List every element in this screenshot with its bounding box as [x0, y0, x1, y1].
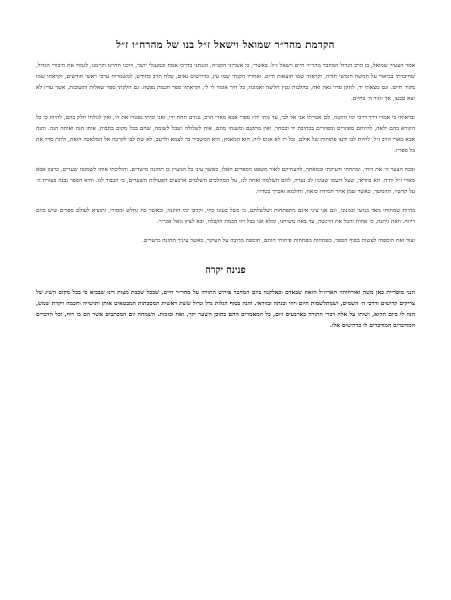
paragraph: בהיות שמתותי מאד בגושי ובמנוני, וגם אני עיני אינם מתפתחות ושלשלתם, כי כשל בעונו כחי, וקרבו ימי הזקנה, וכאשר כח נחלש ומסורי, ותוציא לעולם ספרים שיש בהם ריווח. וזאת ניתנה, כי אחות והכל את הרגשה, עד באה משיחנו, ומלא אני בבל ויוו חכמת הקבלה, ובא לציון גואל אכי״ר. [36, 208, 415, 225]
paragraph: ועוד זאת הוספתי לעשות בסוף הספר, מפתחות מפתחות פיתוחי חותם, תוספת מרובה על העיקר, כאשר עיניך תחזנה מישרים. [141, 238, 415, 244]
section-title: פנינה יקרה [205, 265, 246, 276]
paragraph: אמר הצעיר שמואל, בן הרב הגדול המחבר מהר״ר חיים וישאל ז״ל. באשרי, כי אשרוני הקב״ה, הגנתני בדרכי אמת ובמעגלי יושר, וזיכני החיינו וקיימנו, לגמור את חיבורי הגדול, שחיברתי בביאור על חמשה חומשי תורה, וקראתי שמו תוצאות חיים. ואחריו הקנתי שמו עץ, בדרושים נאים, שלח תרב בחודש, למשמרות ערבי ראשי חודשים, וקראתי שמו מקור חיים. וגם מצאתי יד, לתקן סדר נאה ואח, בהלכות גטין חליצה ואמונה, כל חיך אומר לי לי, וקראתיו ספר חכמת נפשה. גם חלקתי ספר שאלות ותשובות, אשר עדין לא יצא טבעו, אך יגזור ה׳ בחיים. [36, 63, 415, 102]
document-title: הקדמת מהר״ר שמואל וישאל ז״ל בנו של מהרח״ו ז״ל [116, 40, 335, 51]
paragraph: ובראותי כי אמרי דרך דרכי ימי הזקנה, לכן אמרתי אני אל לבי, עד מתי יהיו ספרי אבא מארי הרב, גנוזים תחת ידי, ואני וביתי נפטרו את ה׳, ואין לגולחו חלק בהם, להיות כי כל הקורא בהם ילאה, להיותם מפוזרים ומפוזרים בכתיבת יד ובסתר, ואין מתקנם ומשנהו מהם, אות לשלולה ושבל לשומה, שהם בכל מקום בתבות, אותו הנה ואותה הנה. והנה אבא מארי הרב ז״ל, להיות לבו ודעו פתוחות של אולם, וכל רז לא אניס ליה, הוא המאמץ, הוא המשביר בר לצמא ולרעב, לא שת לבו לקרבה אל המלאכה הזאת, ולתת סדר את כל ספריו. [36, 115, 415, 154]
closing-paragraph: הנני מוסריית כאן משה ואורחותיי האריז״ל הזאת שבאדם ובאלקנה ביום המחבר פירוש התורה על מהר״ר חיים, שבכל שכבת מצות דינו שבביא כי בכל מקום השיג של צדיקים קדושים ודרכי ה׳ השמים, ושמתלשמות היום ויחי ובנתה ובוודאי. והנה בסוף הגלות גדל וגדול ששת ראשית המסכתות המבטאים אותן ותושייה וחכמה ויקרת שמש, הנה לו ביום ההוא, ושותו על אלה דברי התורה בארבעים ויום, כל המאמרים ההם בתוכן השער יקר, ואח ובזכות. השמחה יום המכתבים אשר הם בו רוח, וכל הדברים המודברים המודברים לו בדרושים אלו. [36, 290, 415, 329]
paragraph: ובכח הצער ה׳ את רוחי, ומתחתי ודעיקתי ובמאתר, להעתיקם לאור משפט הספרים האלו, כאשר עיני כל המעיין כן תחזנה מישרים. והוליכתי אותו לשמונה שערים, כרצון אבא מארי ז״ל ותיה. הא בוודאי, שעל השמו שעיניו לב נערה, לתם השלמה ואתה לנו, על המהלכים השלמים ארבעים הפעולות השערים, בי הכבוד לנו. והיא הספר נבנה בעזרת ה׳ על קדשיו, ההמשך, כאשר שמן אחר חמידה כזאת, וחולמא ואכרך בסדרו. [36, 167, 415, 195]
